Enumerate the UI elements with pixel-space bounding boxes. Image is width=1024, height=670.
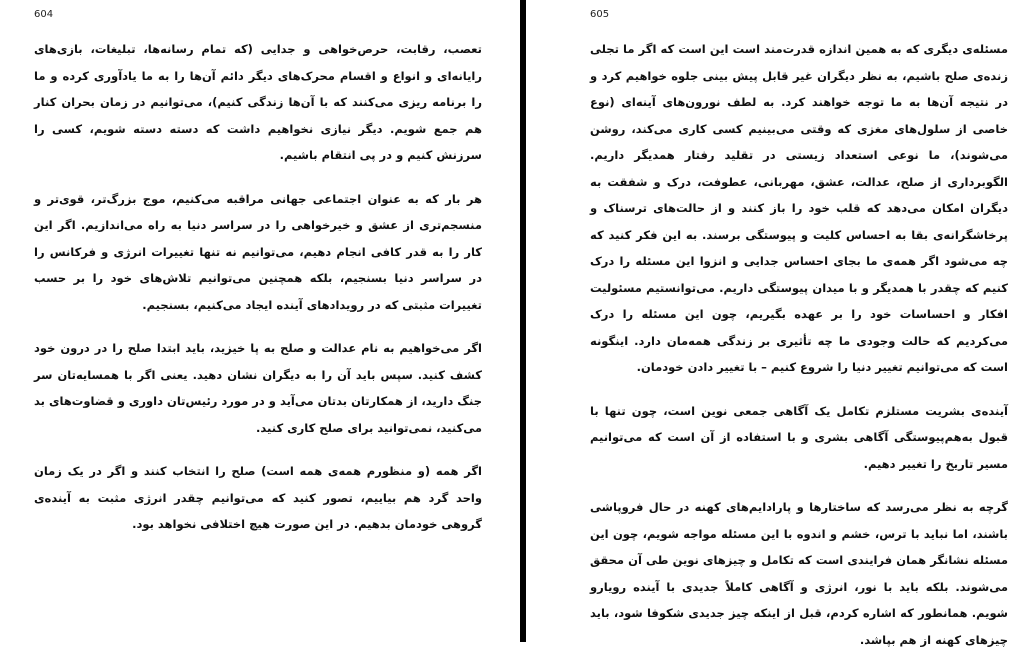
paragraph: گرچه به نظر می‌رسد که ساختارها و پارادایم‌های کهنه در حال فروپاشی باشند، اما نباید با ترس، خشم و اندوه با این مسئله مواجه شویم، چون این مسئله نشانگر همان فرایندی است که تکامل و چیزهای نوین طی آن محقق می‌شوند. بلکه باید با نور، انرژی و آگاهی کاملاً جدیدی با آینده رویارو شویم. همانطور که اشاره کردم، قبل از اینکه چیز جدیدی شکوفا شود، باید چیزهای کهنه از هم بپاشد. [590,500,1008,647]
paragraph: مسئله‌ی دیگری که به همین اندازه قدرت‌مند است این است که اگر ما تجلی زنده‌ی صلح باشیم، به نظر دیگران غیر قابل پیش بینی جلوه خواهیم کرد و در نتیجه آن‌ها به ما توجه خواهند کرد. به لطف نورون‌های آینه‌ای (نوع خاصی از سلول‌های مغزی که وقتی می‌بینیم کسی کاری می‌کند، روشن می‌شوند)، ما نوعی استعداد زیستی در تقلید رفتار همدیگر داریم. الگوبرداری از صلح، عدالت، عشق، مهربانی، عطوفت، درک و شفقت به دیگران امکان می‌دهد که قلب خود را باز کنند و از حالت‌های ترسناک و پرخاشگرانه‌ی بقا به احساس کلیت و پیوستگی برسند. به این فکر کنید که چه می‌شود اگر همه‌ی ما بجای احساس جدایی و انزوا این مسئله را درک کنیم که چقدر با همدیگر و با میدان پیوستگی داریم. می‌توانستیم مسئولیت افکار و احساسات خود را بر عهده بگیریم، چون این مسئله را درک می‌کردیم که حالت وجودی ما چه تأثیری بر زندگی همه‌مان دارد. اینگونه است که می‌توانیم تغییر دنیا را شروع کنیم – با تغییر دادن خودمان. [590,42,1008,374]
paragraph: اگر می‌خواهیم به نام عدالت و صلح به پا خیزید، باید ابتدا صلح را در درون خود کشف کنید. سپس باید آن را به دیگران نشان دهید. یعنی اگر با همسایه‌تان سر جنگ دارید، از همکارتان بدتان می‌آید و در مورد رئیس‌تان داوری و قضاوت‌های بد می‌کنید، نمی‌توانید برای صلح کاری کنید. [34,341,482,435]
page-number-left: 604 [34,9,54,20]
page-number-right: 605 [590,9,610,20]
paragraph: اگر همه (و منظورم همه‌ی همه است) صلح را انتخاب کنند و اگر در یک زمان واحد گرد هم بیاییم، تصور کنید که می‌توانیم چقدر انرژی مثبت به آینده‌ی گروهی خودمان بدهیم. در این صورت هیچ اختلافی نخواهد بود. [34,464,482,531]
left-page-body [34,36,482,555]
left-page [0,0,520,642]
right-page-body [590,36,1008,670]
paragraph: تعصب، رقابت، حرص‌خواهی و جدایی (که تمام رسانه‌ها، تبلیغات، بازی‌های رایانه‌ای و انواع و اقسام محرک‌های دیگر دائم آن‌ها را به ما یادآوری کرده و ما را برنامه ریزی می‌کنند که با آن‌ها زندگی کنیم)، می‌توانیم در زمان بحران کنار هم جمع شویم. دیگر نیازی نخواهیم داشت که دسته دسته شویم، کسی را سرزنش کنیم و در پی انتقام باشیم. [34,42,482,162]
paragraph: هر بار که به عنوان اجتماعی جهانی مراقبه می‌کنیم، موج بزرگ‌تر، قوی‌تر و منسجم‌تری از عشق و خیرخواهی را در سراسر دنیا به راه می‌اندازیم. اگر این کار را به قدر کافی انجام دهیم، می‌توانیم نه تنها تغییرات انرژی و فرکانس را در سراسر دنیا بسنجیم، بلکه همچنین می‌توانیم تلاش‌های خود را بر حسب تغییرات مثبتی که در رویدادهای آینده ایجاد می‌کنیم، بسنجیم. [34,191,482,312]
right-page [526,0,1024,647]
paragraph: آینده‌ی بشریت مستلزم تکامل یک آگاهی جمعی نوین است، چون تنها با قبول به‌هم‌پیوستگی آگاهی بشری و با استفاده از آن است که می‌توانیم مسیر تاریخ را تغییر دهیم. [590,403,1008,471]
